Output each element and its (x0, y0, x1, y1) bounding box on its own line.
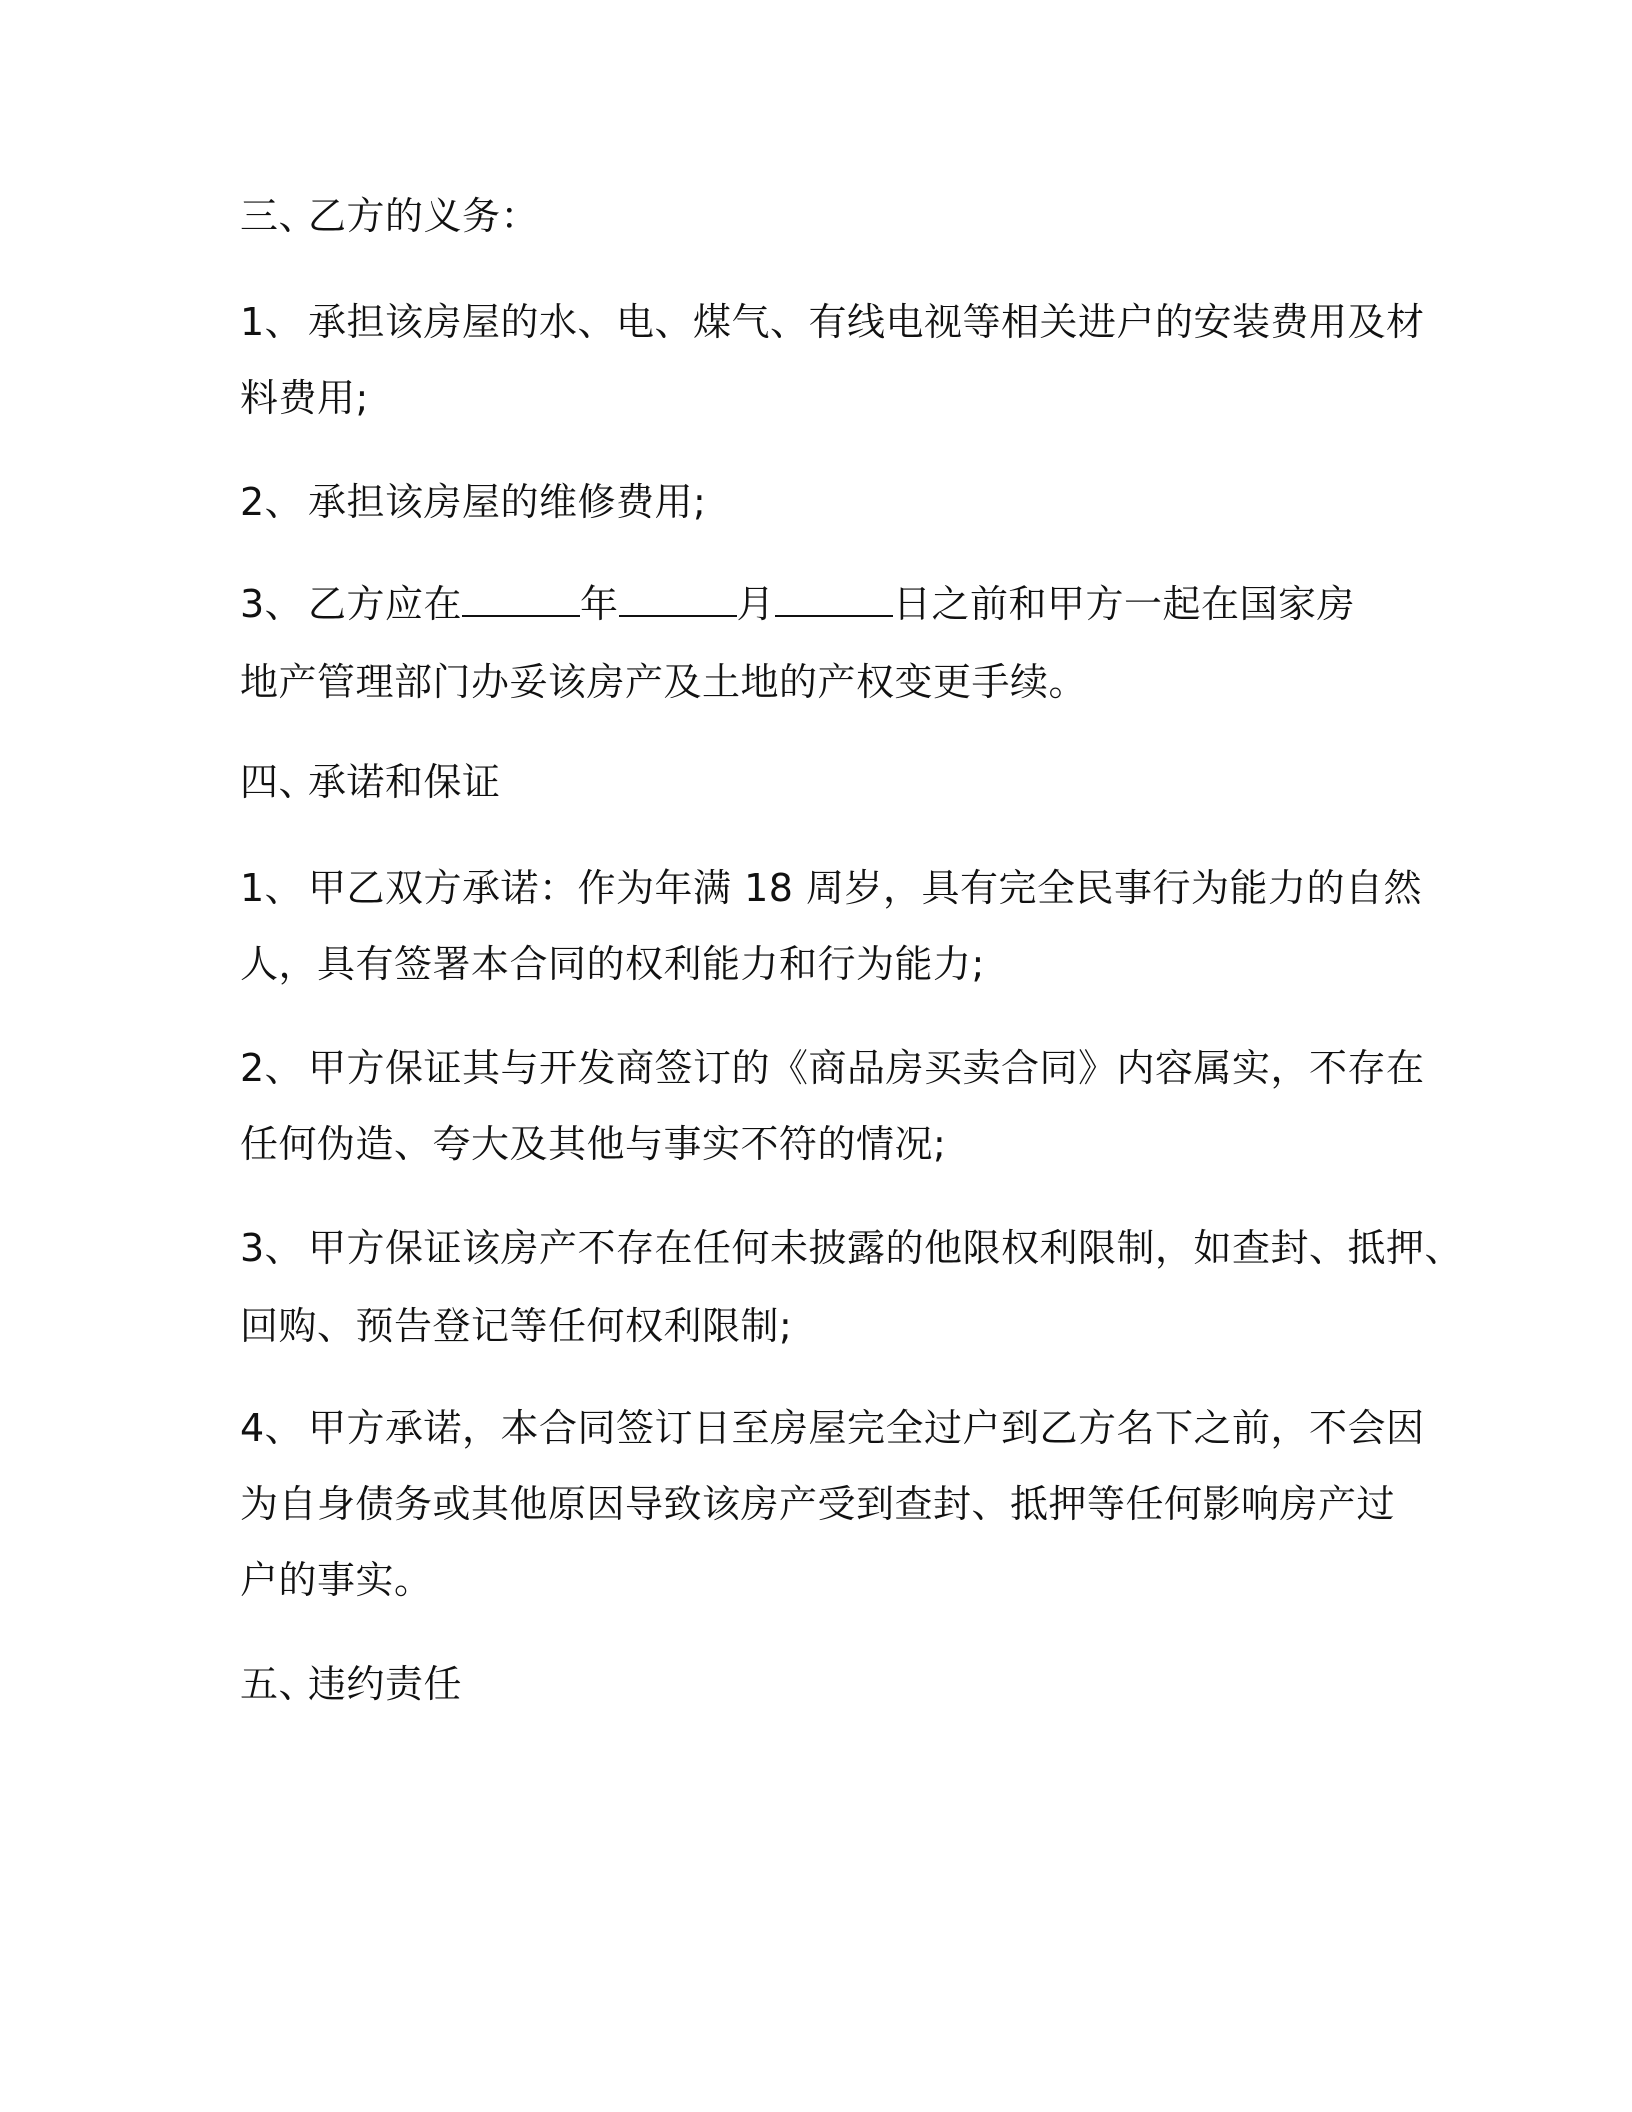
item-number: 4、 (240, 1406, 304, 1450)
section-5-title: 违约责任 (308, 1662, 463, 1706)
item-text-rest: 日之前和甲方一起在国家房 (893, 582, 1356, 626)
item-text: 甲方承诺，本合同签订日至房屋完全过户到乙方名下之前，不会因 (308, 1406, 1425, 1450)
section-4-item-3-cont (240, 1302, 792, 1350)
year-label: 年 (580, 582, 619, 626)
item-number: 3、 (240, 582, 304, 626)
section-4-item-4 (240, 1404, 1425, 1452)
section-5-number: 五、 (240, 1662, 318, 1706)
month-blank (619, 581, 737, 617)
month-label: 月 (736, 582, 776, 626)
section-4-title: 承诺和保证 (308, 760, 501, 804)
section-3-item-2 (240, 478, 706, 526)
item-number: 2、 (240, 480, 304, 524)
item-text: 地产管理部门办妥该房产及土地的产权变更手续。 (240, 660, 1088, 704)
item-text: 户的事实。 (240, 1558, 433, 1602)
item-text: 甲乙双方承诺：作为年满 18 周岁，具有完全民事行为能力的自然 (308, 866, 1423, 910)
section-4-item-4-cont (240, 1480, 1395, 1528)
item-text: 承担该房屋的水、电、煤气、有线电视等相关进户的安装费用及材 (308, 300, 1425, 344)
item-text: 料费用; (240, 376, 369, 420)
item-text: 为自身债务或其他原因导致该房产受到查封、抵押等任何影响房产过 (240, 1482, 1396, 1526)
section-3-heading (240, 192, 539, 240)
item-number: 2、 (240, 1046, 304, 1090)
item-text: 回购、预告登记等任何权利限制; (240, 1304, 793, 1348)
section-4-item-3 (240, 1224, 1463, 1272)
item-text: 人，具有签署本合同的权利能力和行为能力; (240, 942, 985, 986)
section-4-item-4-cont2 (240, 1556, 433, 1604)
item-text: 承担该房屋的维修费用; (308, 480, 707, 524)
section-5-heading (240, 1660, 462, 1708)
section-3-number: 三、 (240, 194, 318, 238)
section-3-title: 乙方的义务： (308, 194, 540, 238)
item-number: 1、 (240, 300, 304, 344)
item-number: 3、 (240, 1226, 304, 1270)
section-4-item-1 (240, 864, 1422, 912)
section-3-item-3 (240, 580, 1355, 628)
section-3-item-1 (240, 298, 1425, 346)
section-4-item-2-cont (240, 1120, 946, 1168)
year-blank (462, 581, 580, 617)
day-blank (775, 581, 893, 617)
item-text: 甲方保证该房产不存在任何未披露的他限权利限制，如查封、抵押、 (308, 1226, 1464, 1270)
section-4-heading (240, 758, 501, 806)
section-4-number: 四、 (240, 760, 318, 804)
item-number: 1、 (240, 866, 304, 910)
item-text: 乙方应在 (308, 582, 463, 626)
section-4-item-1-cont (240, 940, 985, 988)
section-3-item-1-cont (240, 374, 369, 422)
section-4-item-2 (240, 1044, 1425, 1092)
item-text: 甲方保证其与开发商签订的《商品房买卖合同》内容属实，不存在 (308, 1046, 1425, 1090)
section-3-item-3-cont (240, 658, 1087, 706)
item-text: 任何伪造、夸大及其他与事实不符的情况; (240, 1122, 947, 1166)
